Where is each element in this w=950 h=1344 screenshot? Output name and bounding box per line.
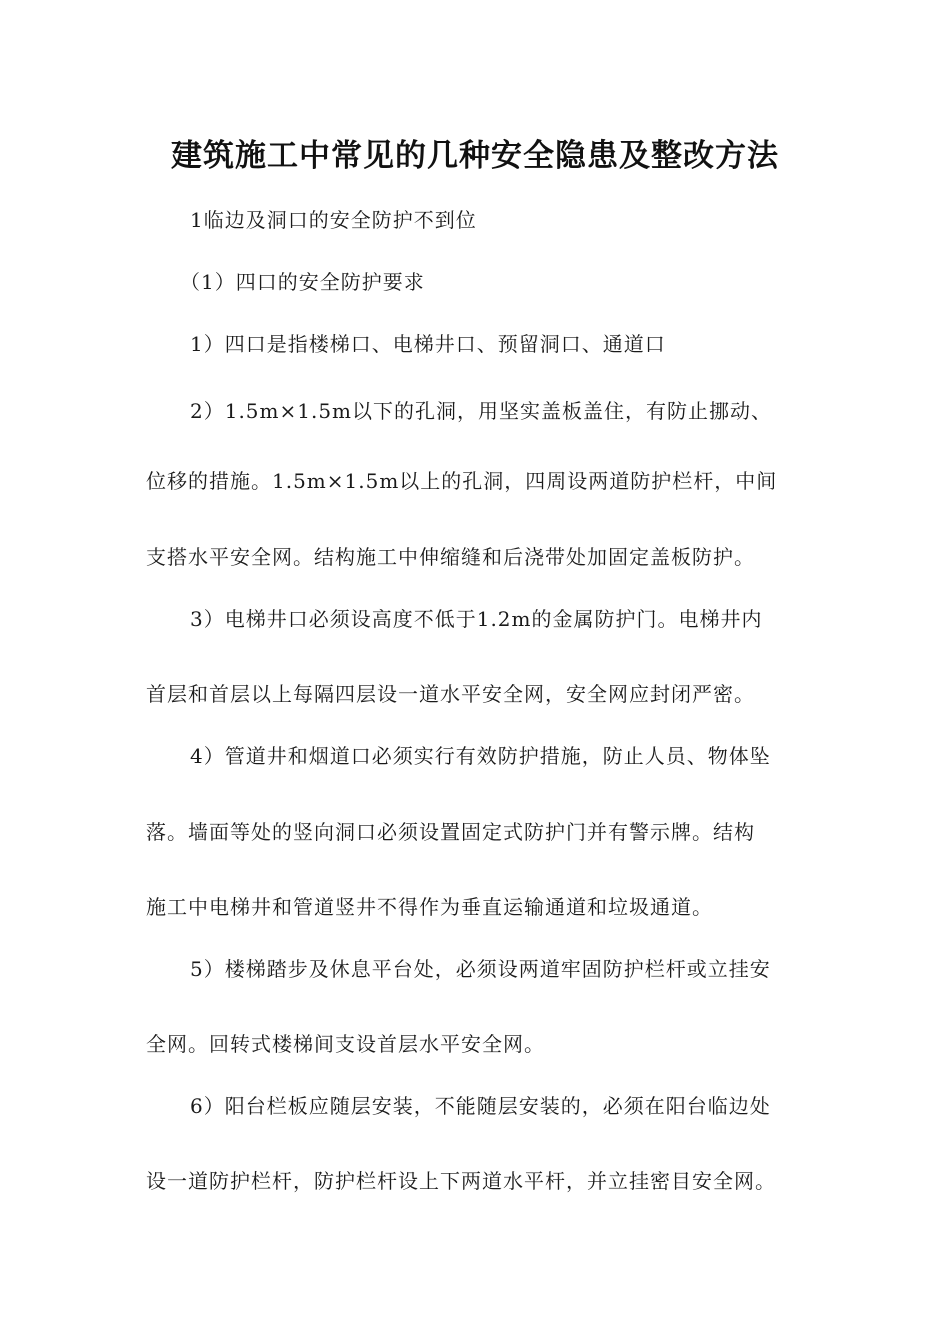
text-line-14: 6）阳台栏板应随层安装，不能随层安装的，必须在阳台临边处 [190, 1094, 771, 1118]
text-line-7: 3）电梯井口必须设高度不低于1.2m的金属防护门。电梯井内 [190, 607, 763, 631]
text-line-3: 1）四口是指楼梯口、电梯井口、预留洞口、通道口 [190, 332, 666, 356]
text-line-6: 支搭水平安全网。结构施工中伸缩缝和后浇带处加固定盖板防护。 [146, 545, 755, 569]
document-title: 建筑施工中常见的几种安全隐患及整改方法 [171, 138, 779, 174]
text-line-8: 首层和首层以上每隔四层设一道水平安全网，安全网应封闭严密。 [146, 682, 755, 706]
text-line-15: 设一道防护栏杆，防护栏杆设上下两道水平杆，并立挂密目安全网。 [146, 1169, 776, 1193]
text-line-5: 位移的措施。1.5m×1.5m以上的孔洞，四周设两道防护栏杆，中间 [146, 469, 778, 493]
text-line-13: 全网。回转式楼梯间支设首层水平安全网。 [146, 1032, 545, 1056]
text-line-12: 5）楼梯踏步及休息平台处，必须设两道牢固防护栏杆或立挂安 [190, 957, 771, 981]
text-line-2: （1）四口的安全防护要求 [180, 270, 425, 294]
text-line-9: 4）管道井和烟道口必须实行有效防护措施，防止人员、物体坠 [190, 744, 771, 768]
text-line-4: 2）1.5m×1.5m以下的孔洞，用坚实盖板盖住，有防止挪动、 [190, 399, 773, 423]
text-line-1: 1临边及洞口的安全防护不到位 [190, 208, 477, 232]
text-line-11: 施工中电梯井和管道竖井不得作为垂直运输通道和垃圾通道。 [146, 895, 713, 919]
text-line-10: 落。墙面等处的竖向洞口必须设置固定式防护门并有警示牌。结构 [146, 820, 755, 844]
